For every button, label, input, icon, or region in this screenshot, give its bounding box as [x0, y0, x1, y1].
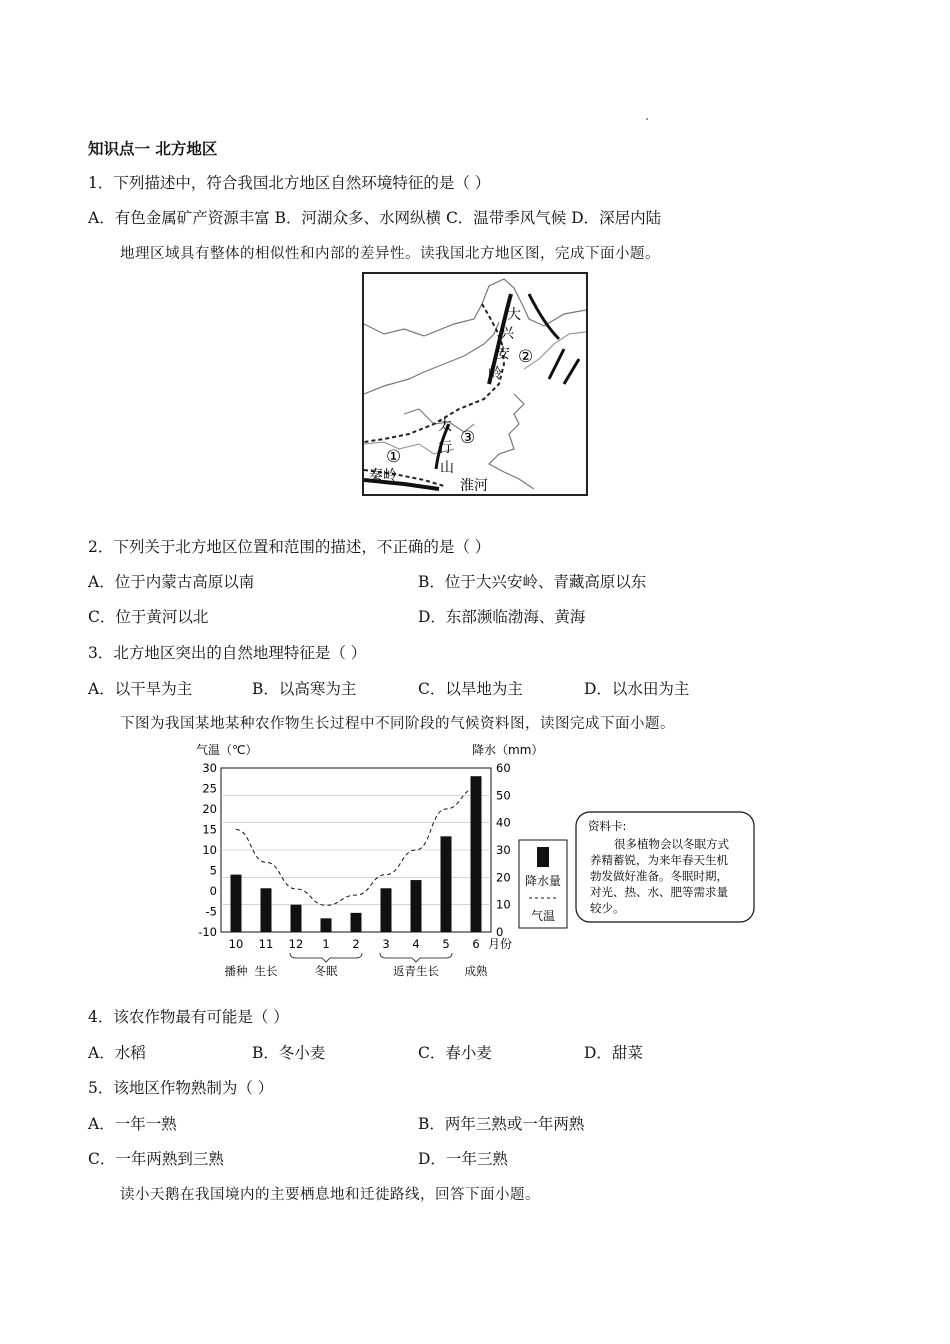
- legend-line-label: 气温: [531, 909, 556, 923]
- left-tick-label: 0: [209, 884, 217, 898]
- left-tick-label: 5: [209, 863, 217, 878]
- label-hang: 行: [438, 440, 452, 456]
- dashed-boundary: [364, 304, 504, 442]
- x-tick-label: 1: [322, 937, 330, 951]
- right-tick-label: 40: [496, 815, 511, 830]
- x-tick-label: 4: [412, 937, 420, 951]
- x-tick-label: 5: [442, 937, 450, 951]
- right-tick-label: 30: [496, 843, 511, 857]
- label-huaihe: 淮河: [460, 478, 488, 494]
- label-xing: 兴: [500, 326, 514, 342]
- map-svg: [364, 274, 586, 494]
- precip-bar-10: [231, 875, 242, 932]
- q5-option-c: C．一年两熟到三熟: [88, 1150, 224, 1168]
- q4-option-a: A．水稻: [88, 1044, 146, 1062]
- q1-stem: 1．下列描述中，符合我国北方地区自然环境特征的是（ ）: [88, 174, 491, 192]
- left-tick-label: -5: [205, 904, 217, 919]
- x-tick-label: 11: [258, 937, 274, 951]
- intro-swan: 读小天鹅在我国境内的主要栖息地和迁徙路线，回答下面小题。: [120, 1187, 540, 1203]
- q4-option-c: C．春小麦: [418, 1044, 492, 1062]
- label-tai: 太: [438, 418, 452, 434]
- x-tick-label: 6: [472, 937, 480, 951]
- precip-bar-6: [471, 776, 482, 932]
- q4-stem: 4．该农作物最有可能是（ ）: [88, 1008, 289, 1026]
- right-tick-label: 50: [496, 788, 511, 803]
- q2-option-d: D．东部濒临渤海、黄海: [418, 608, 586, 626]
- stage-label: 返青生长: [393, 964, 439, 978]
- info-card-line-2: 养精蓄锐，为来年春天生机: [590, 853, 728, 867]
- q2-stem: 2．下列关于北方地区位置和范围的描述，不正确的是（ ）: [88, 538, 491, 556]
- changbai-line-1: [529, 294, 559, 339]
- precip-bar-4: [411, 880, 422, 932]
- left-tick-label: 25: [202, 781, 217, 796]
- info-card-line-4: 对光、热、水、肥等需求量: [590, 885, 728, 899]
- right-ticks: [496, 761, 511, 939]
- stage-label: 播种: [224, 964, 248, 978]
- stage-brace: [380, 953, 452, 962]
- left-axis-label: 气温（℃）: [196, 743, 258, 757]
- precip-bar-1: [321, 918, 332, 932]
- temperature-line: [236, 789, 476, 906]
- intro-map: 地理区域具有整体的相似性和内部的差异性。读我国北方地区图，完成下面小题。: [120, 246, 660, 262]
- q5-option-a: A．一年一熟: [88, 1115, 177, 1133]
- q2-option-b: B．位于大兴安岭、青藏高原以东: [418, 573, 647, 591]
- stage-label: 生长: [254, 964, 278, 978]
- left-tick-label: 30: [202, 761, 217, 775]
- q2-option-c: C．位于黄河以北: [88, 608, 209, 626]
- precip-bars: [231, 776, 482, 932]
- x-unit-label: 月份: [488, 937, 513, 951]
- intro-chart: 下图为我国某地某种农作物生长过程中不同阶段的气候资料图，读图完成下面小题。: [120, 716, 675, 732]
- left-tick-label: 10: [202, 843, 217, 857]
- stage-brace: [290, 953, 362, 962]
- info-card-title: 资料卡:: [588, 819, 627, 833]
- precip-bar-2: [351, 913, 362, 932]
- right-tick-label: 20: [496, 870, 511, 885]
- north-china-map: [362, 272, 588, 496]
- precip-bar-12: [291, 905, 302, 932]
- climate-chart: [190, 740, 770, 980]
- label-an: 安: [496, 346, 510, 362]
- precip-bar-11: [261, 888, 272, 932]
- map-border: [364, 279, 586, 336]
- q3-option-b: B．以高寒为主: [252, 680, 357, 698]
- left-tick-label: 15: [202, 822, 217, 837]
- q4-option-b: B．冬小麦: [252, 1044, 326, 1062]
- legend-bar-swatch: [537, 847, 549, 867]
- left-ticks: [198, 761, 217, 939]
- page-dot: [646, 118, 648, 120]
- x-labels: [229, 937, 480, 951]
- label-n3: ③: [460, 428, 476, 448]
- label-n1: ①: [386, 447, 402, 467]
- legend-bar-label: 降水量: [525, 874, 562, 888]
- x-tick-label: 3: [382, 937, 390, 951]
- changbai-line-2: [549, 349, 564, 379]
- info-card-line-3: 勃发做好准备。冬眠时期，: [590, 869, 728, 883]
- q3-option-c: C．以旱地为主: [418, 680, 523, 698]
- q5-stem: 5．该地区作物熟制为（ ）: [88, 1079, 274, 1097]
- label-da: 大: [507, 307, 521, 323]
- stage-label: 成熟: [464, 964, 488, 978]
- info-card-line-1: 很多植物会以冬眠方式: [614, 837, 729, 851]
- right-axis-label: 降水（mm）: [472, 743, 544, 757]
- section-title: 知识点一 北方地区: [88, 139, 218, 158]
- right-tick-label: 0: [496, 925, 504, 939]
- label-ling: 岭: [488, 366, 502, 382]
- right-tick-label: 10: [496, 897, 511, 912]
- x-tick-label: 12: [288, 937, 304, 951]
- q1-options: A．有色金属矿产资源丰富 B．河湖众多、水网纵横 C．温带季风气候 D．深居内陆: [88, 209, 662, 227]
- stage-labels: [225, 953, 488, 978]
- changbai-line-3: [564, 359, 579, 384]
- x-tick-label: 10: [228, 937, 244, 951]
- precip-bar-5: [441, 836, 452, 932]
- label-shan: 山: [440, 460, 454, 476]
- x-tick-label: 2: [352, 937, 360, 951]
- map-coast: [489, 394, 534, 489]
- left-tick-label: -10: [198, 925, 217, 939]
- label-n2: ②: [518, 347, 534, 367]
- chart-svg: [190, 740, 770, 980]
- q5-option-b: B．两年三熟或一年两熟: [418, 1115, 585, 1133]
- label-qinling: 秦岭: [369, 468, 397, 484]
- q3-stem: 3．北方地区突出的自然地理特征是（ ）: [88, 644, 367, 662]
- q3-option-d: D．以水田为主: [584, 680, 690, 698]
- right-tick-label: 60: [496, 761, 511, 775]
- info-card-line-5: 较少。: [590, 901, 625, 915]
- q5-option-d: D．一年三熟: [418, 1150, 508, 1168]
- q4-option-d: D．甜菜: [584, 1044, 643, 1062]
- left-tick-label: 20: [202, 802, 217, 816]
- q2-option-a: A．位于内蒙古高原以南: [88, 573, 255, 591]
- q3-option-a: A．以干旱为主: [88, 680, 193, 698]
- stage-label: 冬眠: [314, 964, 338, 978]
- precip-bar-3: [381, 888, 392, 932]
